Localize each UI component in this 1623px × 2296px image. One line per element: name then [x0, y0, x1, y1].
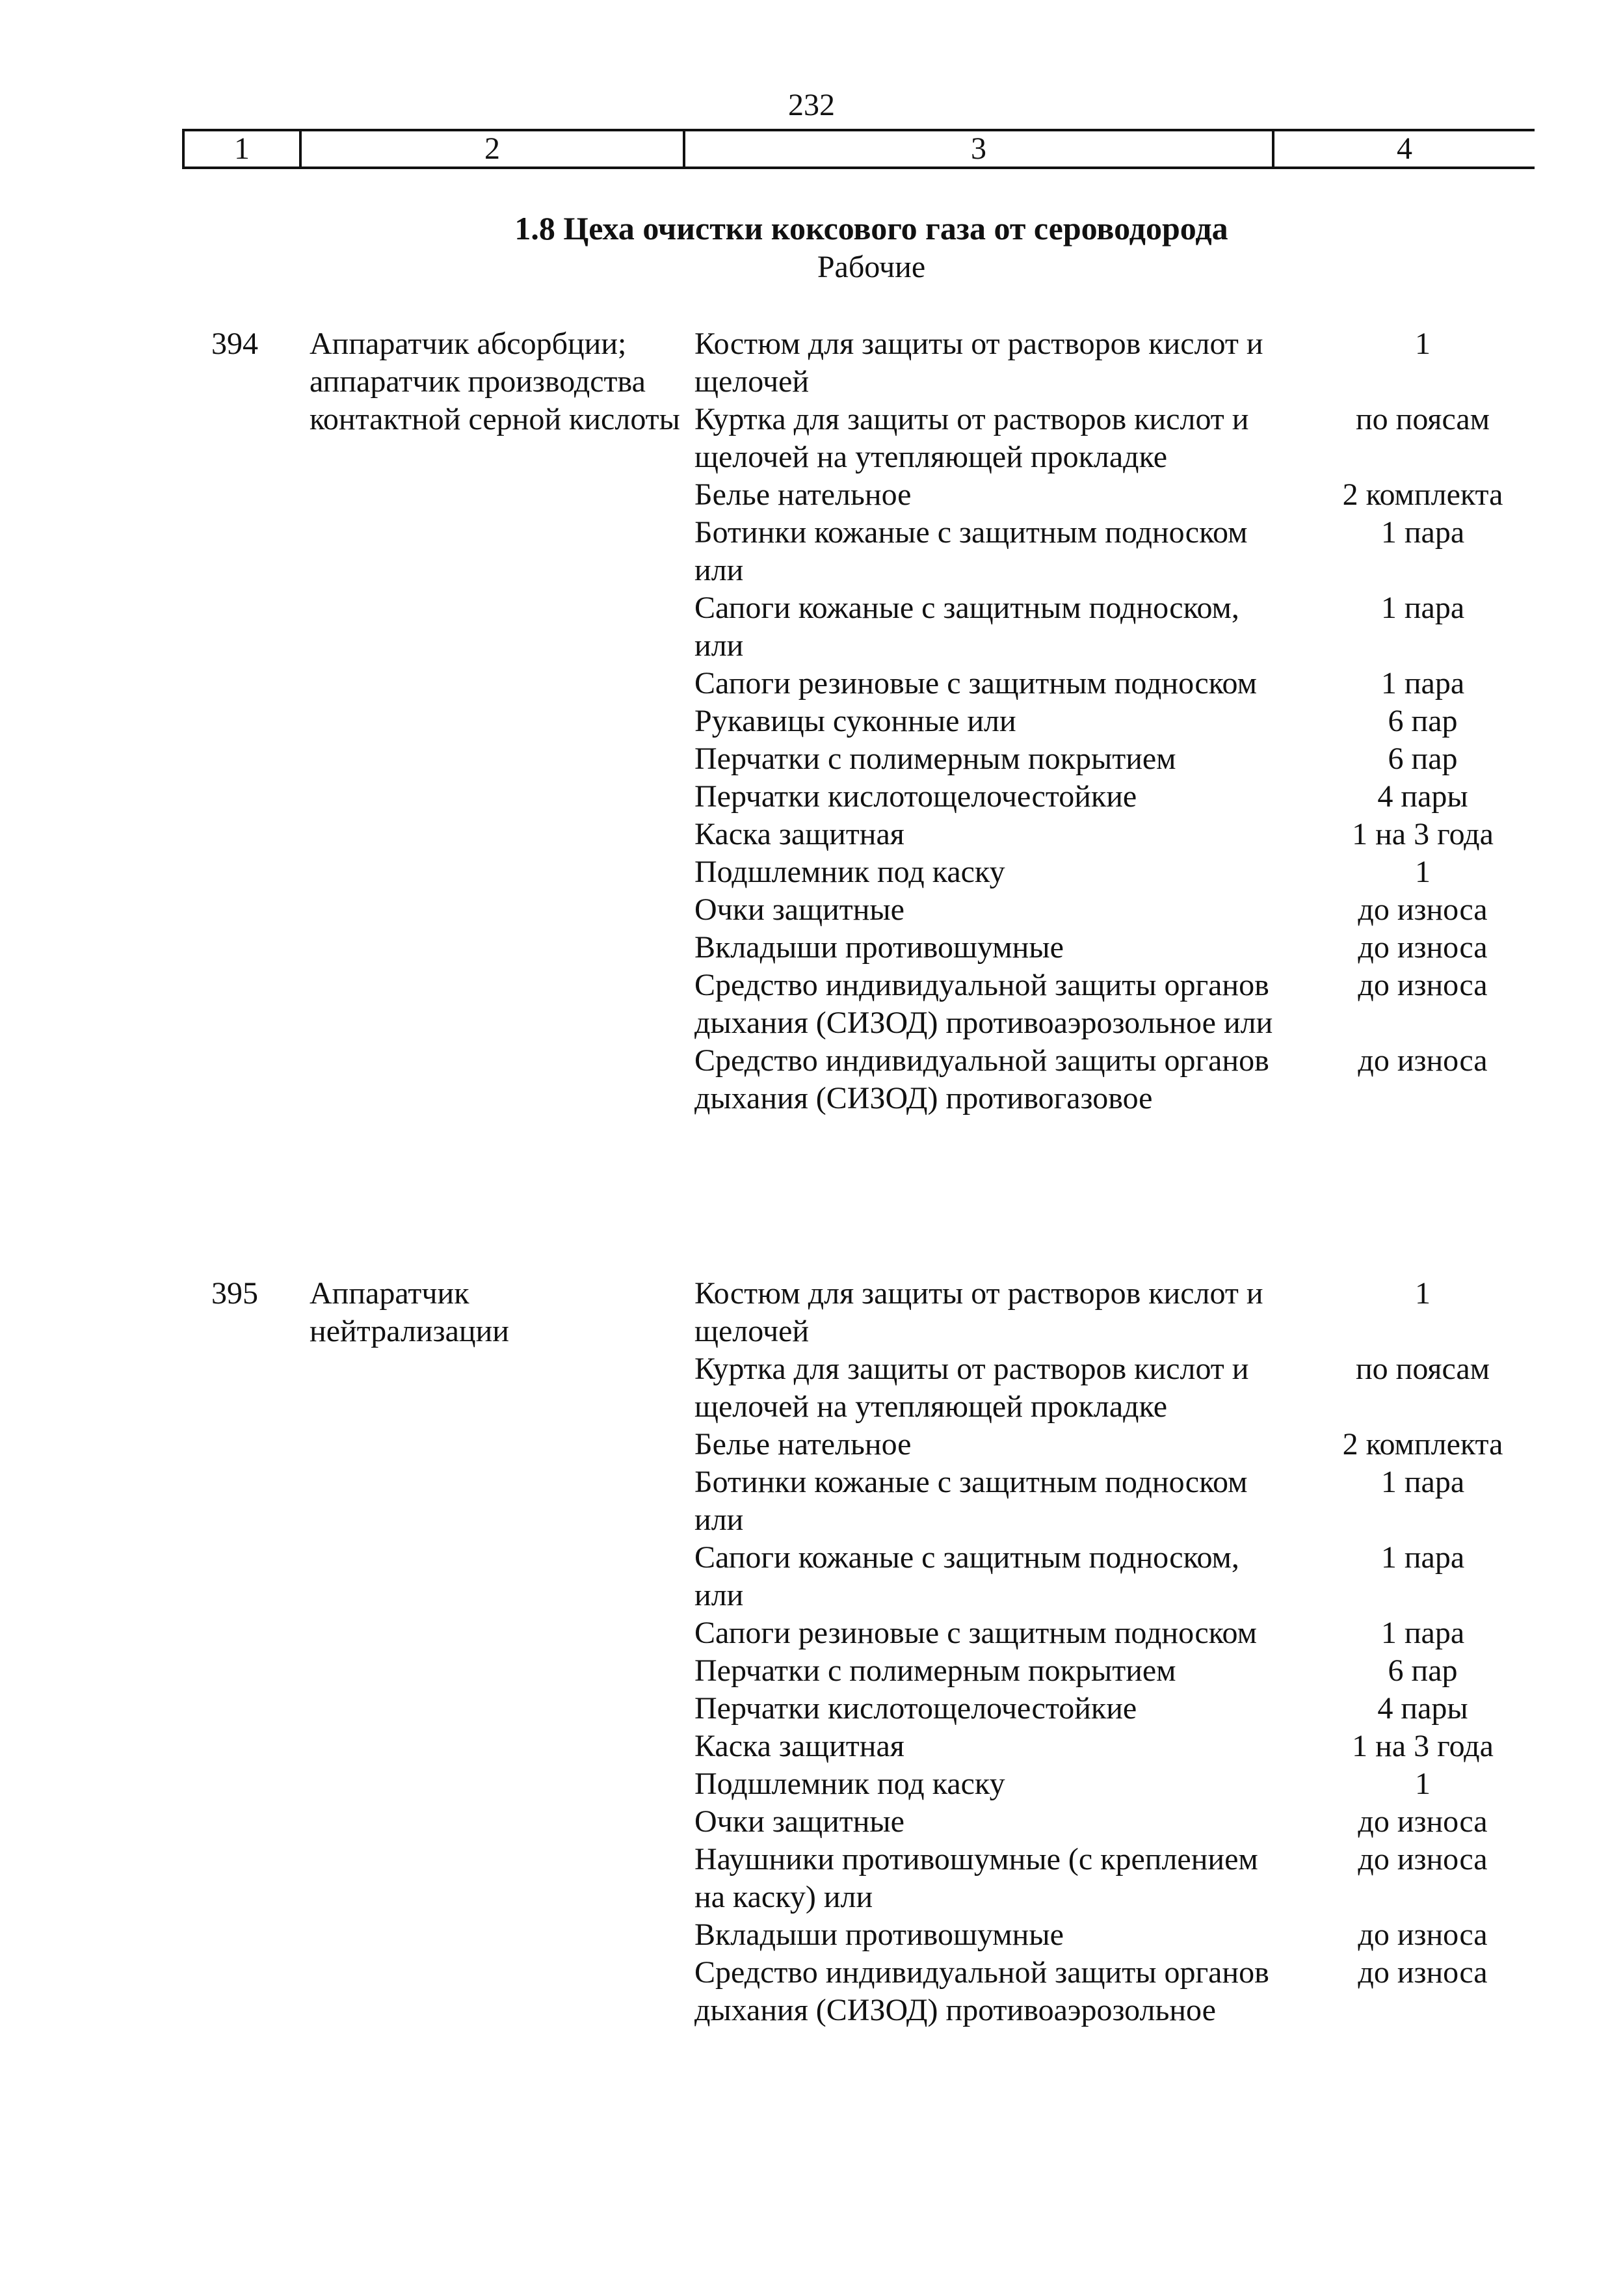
item-name: Средство индивидуальной защиты органов дыхания (СИЗОД) противоаэрозольное или — [694, 968, 1273, 1040]
item-norm: 4 пары — [1377, 779, 1468, 814]
item-norm: до износа — [1358, 1842, 1488, 1876]
list-item — [694, 514, 1553, 589]
equipment-list — [694, 325, 1553, 1117]
item-name: Подшлемник под каску — [694, 855, 1005, 889]
item-norm: до износа — [1358, 930, 1488, 965]
list-item — [694, 476, 1553, 514]
item-norm: до износа — [1358, 1917, 1488, 1952]
section-subtitle: Рабочие — [817, 250, 926, 284]
list-item — [694, 816, 1553, 853]
item-name: Очки защитные — [694, 892, 904, 927]
list-item — [694, 967, 1553, 1042]
item-norm: 1 — [1415, 327, 1431, 361]
item-norm: 4 пары — [1377, 1691, 1468, 1726]
item-norm: 1 пара — [1380, 1616, 1465, 1650]
item-norm: 6 пар — [1388, 704, 1458, 738]
item-name: Вкладыши противошумные — [694, 1917, 1064, 1952]
list-item — [694, 740, 1553, 778]
item-norm: 1 пара — [1380, 1465, 1465, 1499]
list-item — [694, 1652, 1553, 1690]
item-name: Костюм для защиты от растворов кислот и щелочей — [694, 327, 1263, 399]
item-norm: по поясам — [1355, 402, 1490, 436]
item-norm: 1 пара — [1380, 666, 1465, 701]
list-item — [694, 1350, 1553, 1426]
item-norm: до износа — [1358, 968, 1488, 1002]
item-name: Перчатки кислотощелочестойкие — [694, 779, 1137, 814]
item-norm: 6 пар — [1388, 1653, 1458, 1688]
item-name: Сапоги кожаные с защитным подноском, или — [694, 1540, 1239, 1612]
section-title: 1.8 Цеха очистки коксового газа от сероводорода — [514, 210, 1228, 247]
list-item — [694, 1275, 1553, 1350]
list-item — [694, 589, 1553, 665]
item-name: Перчатки кислотощелочестойкие — [694, 1691, 1137, 1726]
column-header-row — [182, 129, 1535, 169]
item-norm: 1 — [1415, 1276, 1431, 1311]
list-item — [694, 1690, 1553, 1728]
column-header-4: 4 — [1397, 131, 1412, 166]
column-header-1: 1 — [185, 131, 302, 167]
list-item — [694, 702, 1553, 740]
list-item — [694, 1614, 1553, 1652]
item-norm: 1 пара — [1380, 515, 1465, 550]
item-name: Сапоги резиновые с защитным подноском — [694, 666, 1257, 701]
list-item — [694, 1765, 1553, 1803]
list-item — [694, 891, 1553, 929]
list-item — [694, 1539, 1553, 1614]
item-name: Белье нательное — [694, 477, 912, 512]
list-item — [694, 853, 1553, 891]
list-item — [694, 1841, 1553, 1916]
list-item — [694, 401, 1553, 476]
entry-number: 395 — [211, 1276, 258, 1311]
list-item — [694, 1954, 1553, 2029]
item-name: Каска защитная — [694, 1729, 904, 1763]
column-header-2: 2 — [302, 131, 685, 167]
list-item — [694, 1042, 1553, 1117]
equipment-list — [694, 1275, 1553, 2029]
item-name: Куртка для защиты от растворов кислот и щелочей на утепляющей прокладке — [694, 1352, 1249, 1424]
item-name: Сапоги кожаные с защитным подноском, или — [694, 591, 1239, 663]
list-item — [694, 1803, 1553, 1841]
item-norm: 1 пара — [1380, 591, 1465, 625]
item-norm: до износа — [1358, 892, 1488, 927]
item-name: Средство индивидуальной защиты органов дыхания (СИЗОД) противоаэрозольное — [694, 1955, 1269, 2027]
list-item — [694, 778, 1553, 816]
item-norm: до износа — [1358, 1804, 1488, 1839]
item-norm: 1 — [1415, 1767, 1431, 1801]
list-item — [694, 1916, 1553, 1954]
item-name: Вкладыши противошумные — [694, 930, 1064, 965]
item-name: Костюм для защиты от растворов кислот и щелочей — [694, 1276, 1263, 1348]
item-name: Ботинки кожаные с защитным подноском или — [694, 515, 1248, 587]
item-norm: 1 — [1415, 855, 1431, 889]
list-item — [694, 929, 1553, 967]
item-name: Каска защитная — [694, 817, 904, 851]
item-name: Ботинки кожаные с защитным подноском или — [694, 1465, 1248, 1537]
profession-name: Аппаратчик абсорбции; аппаратчик производства контактной серной кислоты — [310, 327, 680, 436]
item-name: Куртка для защиты от растворов кислот и щелочей на утепляющей прокладке — [694, 402, 1249, 474]
item-norm: 6 пар — [1388, 741, 1458, 776]
item-name: Перчатки с полимерным покрытием — [694, 741, 1176, 776]
item-name: Подшлемник под каску — [694, 1767, 1005, 1801]
page-number: 232 — [788, 88, 835, 122]
item-name: Очки защитные — [694, 1804, 904, 1839]
item-name: Белье нательное — [694, 1427, 912, 1462]
item-norm: 2 комплекта — [1342, 477, 1503, 512]
profession-name: Аппаратчик нейтрализации — [310, 1276, 509, 1348]
item-norm: 1 на 3 года — [1352, 817, 1494, 851]
list-item — [694, 1463, 1553, 1539]
item-norm: 1 пара — [1380, 1540, 1465, 1575]
item-name: Рукавицы суконные или — [694, 704, 1016, 738]
column-header-3: 3 — [685, 131, 1274, 167]
entry-number: 394 — [211, 327, 258, 361]
item-name: Средство индивидуальной защиты органов дыхания (СИЗОД) противогазовое — [694, 1043, 1269, 1115]
list-item — [694, 1426, 1553, 1463]
item-norm: по поясам — [1355, 1352, 1490, 1386]
item-norm: 2 комплекта — [1342, 1427, 1503, 1462]
item-name: Сапоги резиновые с защитным подноском — [694, 1616, 1257, 1650]
item-name: Перчатки с полимерным покрытием — [694, 1653, 1176, 1688]
item-norm: до износа — [1358, 1043, 1488, 1078]
item-norm: 1 на 3 года — [1352, 1729, 1494, 1763]
list-item — [694, 1728, 1553, 1765]
item-name: Наушники противошумные (с креплением на каску) или — [694, 1842, 1258, 1914]
item-norm: до износа — [1358, 1955, 1488, 1990]
list-item — [694, 325, 1553, 401]
list-item — [694, 665, 1553, 702]
